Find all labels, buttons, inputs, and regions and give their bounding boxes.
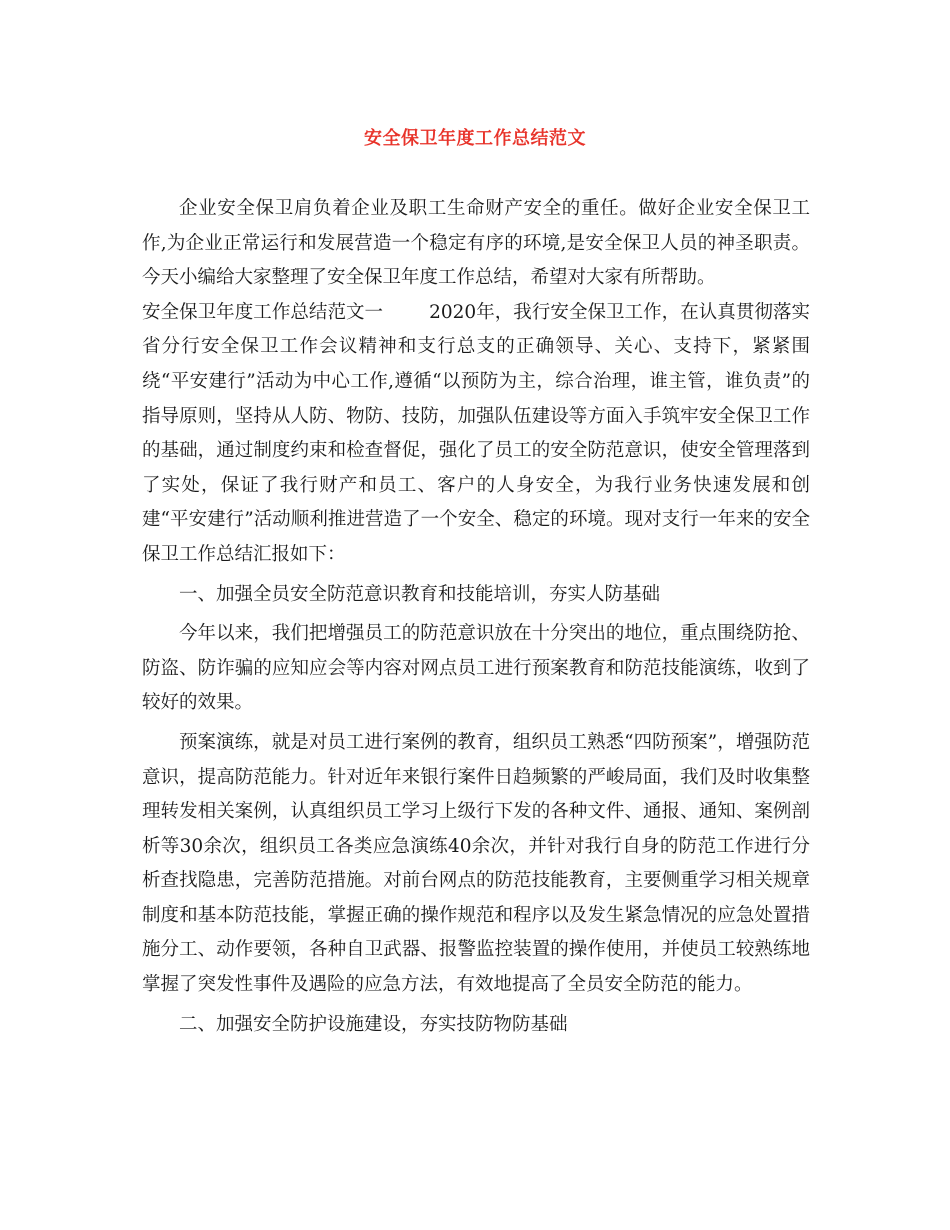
document-title: 安全保卫年度工作总结范文 [364,128,586,149]
intro-paragraph: 企业安全保卫肩负着企业及职工生命财产安全的重任。做好企业安全保卫工作,为企业正常运行和发展营造一个稳定有序的环境,是安全保卫人员的神圣职责。今天小编给大家整理了安全保卫年度工作总结，希望对大家有所帮助。 [142,198,810,289]
article-label: 安全保卫年度工作总结范文一 [142,301,384,323]
article-opening-text: 2020年，我行安全保卫工作，在认真贯彻落实省分行安全保卫工作会议精神和支行总支的正确领导、关心、支持下，紧紧围绕“平安建行”活动为中心工作,遵循“以预防为主，综合治理，谁主管，谁负责”的指导原则，坚持从人防、物防、技防，加强队伍建设等方面入手筑牢安全保卫工作的基础，通过制度约束和检查督促，强化了员工的安全防范意识，使安全管理落到了实处，保证了我行财产和员工、客户的人身安全，为我行业务快速发展和创建“平安建行”活动顺利推进营造了一个安全、稳定的环境。现对支行一年来的安全保卫工作总结汇报如下： [142,301,810,565]
article-opening-paragraph [142,296,810,573]
section1-paragraph-1: 今年以来，我们把增强员工的防范意识放在十分突出的地位，重点围绕防抢、防盗、防诈骗的应知应会等内容对网点员工进行预案教育和防范技能演练，收到了较好的效果。 [142,623,810,714]
document-body [142,192,810,1042]
section1-paragraph-2: 预案演练，就是对员工进行案例的教育，组织员工熟悉“四防预案”，增强防范意识，提高防范能力。针对近年来银行案件日趋频繁的严峻局面，我们及时收集整理转发相关案例，认真组织员工学习上级行下发的各种文件、通报、通知、案例剖析等30余次，组织员工各类应急演练40余次，并针对我行自身的防范工作进行分析查找隐患，完善防范措施。对前台网点的防范技能教育，主要侧重学习相关规章制度和基本防范技能，掌握正确的操作规范和程序以及发生紧急情况的应急处置措施分工、动作要领，各种自卫武器、报警监控装置的操作使用，并使员工较熟练地掌握了突发性事件及遇险的应急方法，有效地提高了全员安全防范的能力。 [142,731,810,996]
section-heading-1: 一、加强全员安全防范意识教育和技能培训，夯实人防基础 [179,583,661,605]
section-heading-2: 二、加强安全防护设施建设，夯实技防物防基础 [179,1013,568,1035]
